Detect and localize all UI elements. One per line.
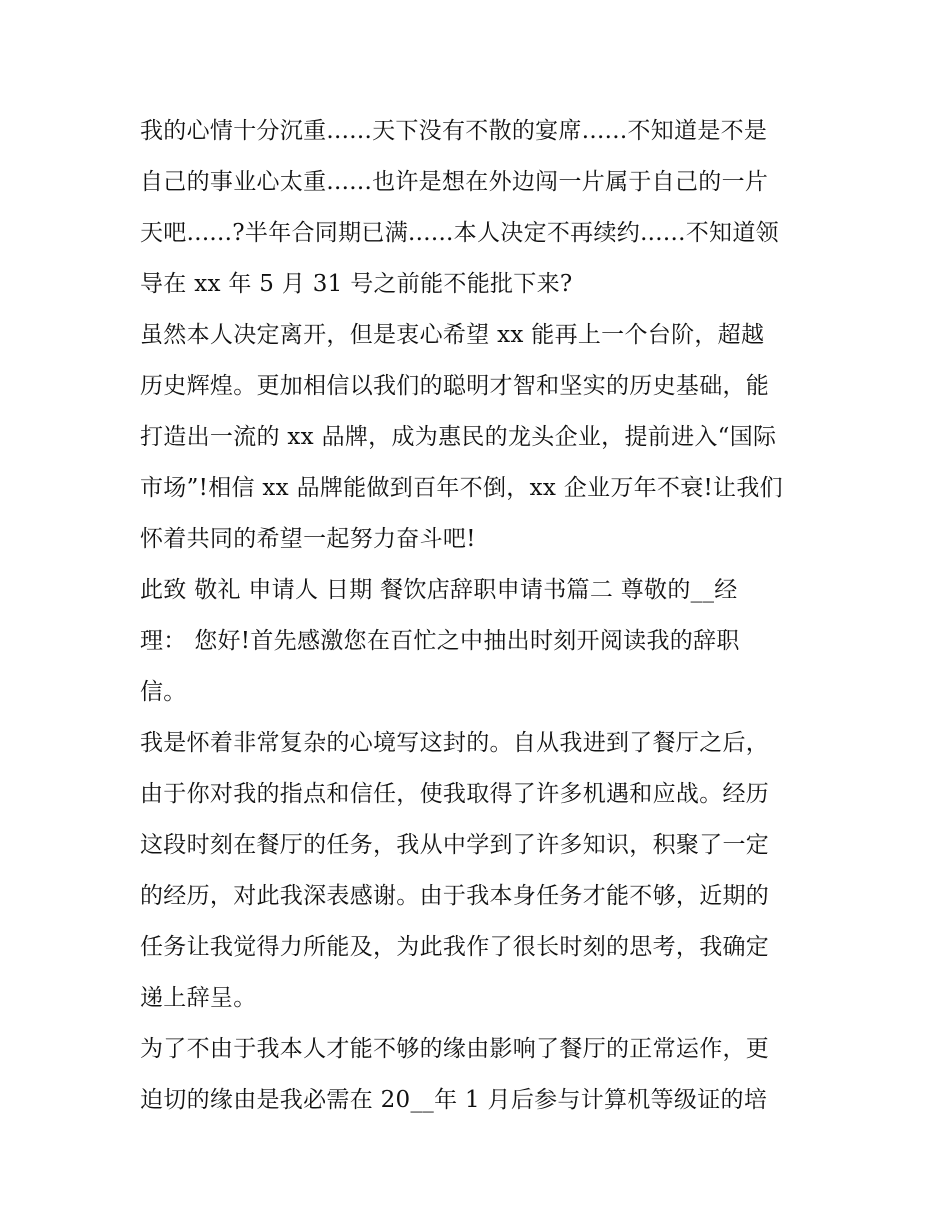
text-line: 信。 [140, 679, 187, 705]
text-line: 我是怀着非常复杂的心境写这封的。自从我进到了餐厅之后， [140, 730, 770, 756]
text-line: 这段时刻在餐厅的任务，我从中学到了许多知识，积聚了一定 [140, 832, 770, 858]
text-line: 为了不由于我本人才能不够的缘由影响了餐厅的正常运作，更 [140, 1036, 770, 1062]
text-line: 虽然本人决定离开，但是衷心希望 xx 能再上一个台阶，超越 [140, 322, 765, 348]
text-line: 打造出一流的 xx 品牌，成为惠民的龙头企业，提前进入“国际 [140, 424, 777, 450]
text-line: 天吧......?半年合同期已满......本人决定不再续约......不知道领 [140, 220, 779, 246]
text-line: 怀着共同的希望一起努力奋斗吧! [140, 526, 476, 552]
text-line: 的经历，对此我深表感谢。由于我本身任务才能不够，近期的 [140, 883, 770, 909]
text-line: 任务让我觉得力所能及，为此我作了很长时刻的思考，我确定 [140, 934, 770, 960]
text-line: 递上辞呈。 [140, 985, 257, 1011]
text-line: 市场”!相信 xx 品牌能做到百年不倒，xx 企业万年不衰!让我们 [140, 475, 783, 501]
text-line: 此致 敬礼 申请人 日期 餐饮店辞职申请书篇二 尊敬的__经 [140, 577, 738, 603]
text-line: 理： 您好!首先感激您在百忙之中抽出时刻开阅读我的辞职 [140, 628, 740, 654]
text-line: 历史辉煌。更加相信以我们的聪明才智和坚实的历史基础，能 [140, 373, 770, 399]
document-body [140, 106, 820, 1126]
text-line: 自己的事业心太重......也许是想在外边闯一片属于自己的一片 [140, 169, 769, 195]
text-line: 由于你对我的指点和信任，使我取得了许多机遇和应战。经历 [140, 781, 770, 807]
text-line: 迫切的缘由是我必需在 20__年 1 月后参与计算机等级证的培 [140, 1087, 768, 1113]
text-line: 导在 xx 年 5 月 31 号之前能不能批下来? [140, 271, 573, 297]
text-line: 我的心情十分沉重......天下没有不散的宴席......不知道是不是 [140, 118, 768, 144]
